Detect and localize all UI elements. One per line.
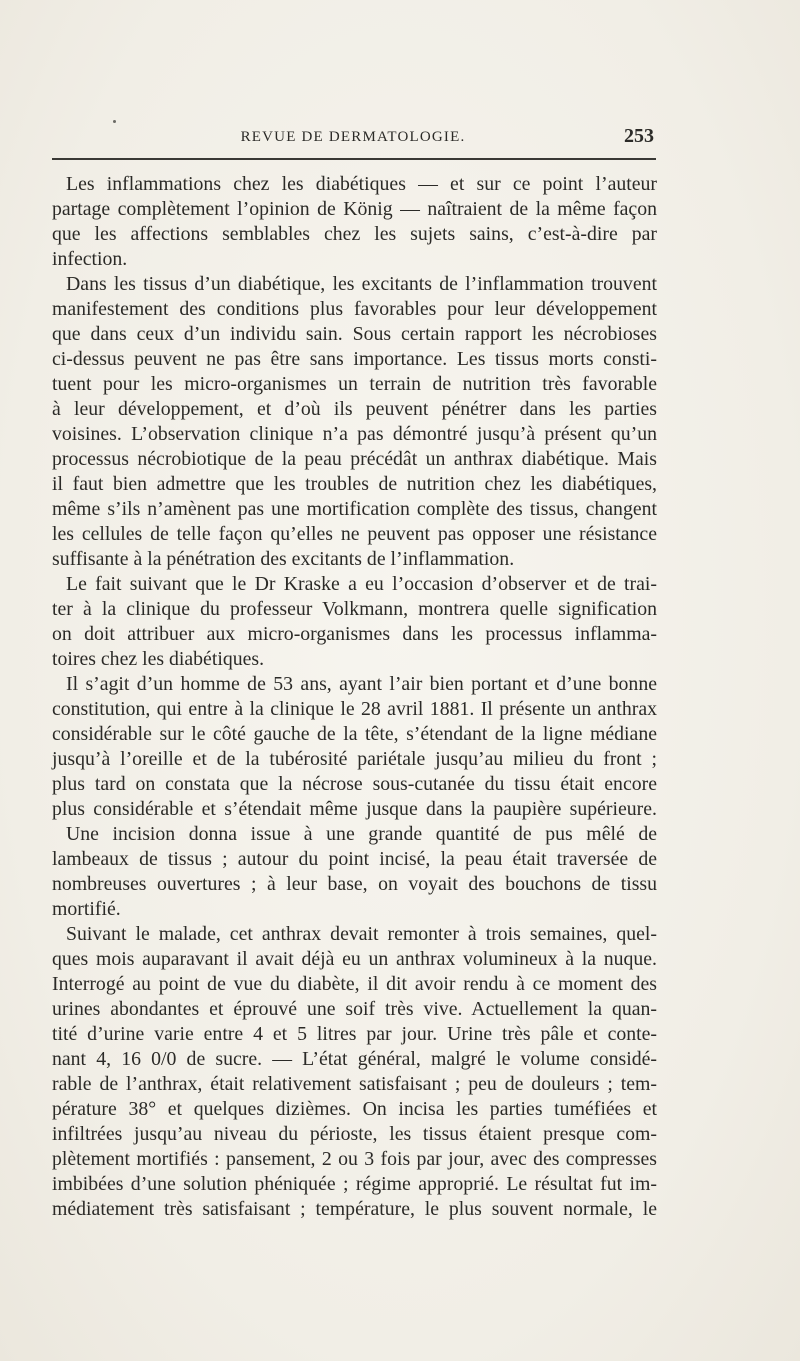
text-line: considérable sur le côté gauche de la tête, s’étendant de la ligne médiane: [52, 723, 657, 745]
page-number: 253: [624, 125, 654, 147]
text-line: voisines. L’observation clinique n’a pas démontré jusqu’à présent qu’un: [52, 423, 657, 445]
text-line: lambeaux de tissus ; autour du point incisé, la peau était traversée de: [52, 848, 657, 870]
text-line: que les affections semblables chez les sujets sains, c’est-à-dire par: [52, 223, 657, 245]
text-line: urines abondantes et éprouvé une soif très vive. Actuellement la quan-: [52, 998, 657, 1020]
text-line: les cellules de telle façon qu’elles ne peuvent pas opposer une résistance: [52, 523, 657, 545]
text-line: nant 4, 16 0/0 de sucre. — L’état général, malgré le volume considé-: [52, 1048, 657, 1070]
text-line: toires chez les diabétiques.: [52, 648, 265, 670]
text-line: médiatement très satisfaisant ; température, le plus souvent normale, le: [52, 1198, 657, 1220]
text-line: Les inflammations chez les diabétiques — et sur ce point l’auteur: [66, 173, 657, 195]
text-line: infiltrées jusqu’au niveau du périoste, les tissus étaient presque com-: [52, 1123, 657, 1145]
text-line: Le fait suivant que le Dr Kraske a eu l’occasion d’observer et de trai-: [66, 573, 657, 595]
text-line: ci-dessus peuvent ne pas être sans importance. Les tissus morts consti-: [52, 348, 657, 370]
text-line: Il s’agit d’un homme de 53 ans, ayant l’air bien portant et d’une bonne: [66, 673, 657, 695]
text-line: plus considérable et s’étendait même jusque dans la paupière supérieure.: [52, 798, 657, 820]
text-line: ques mois auparavant il avait déjà eu un anthrax volumineux à la nuque.: [52, 948, 657, 970]
text-line: jusqu’à l’oreille et de la tubérosité pariétale jusqu’au milieu du front ;: [52, 748, 657, 770]
text-line: manifestement des conditions plus favorables pour leur développement: [52, 298, 657, 320]
text-line: pérature 38° et quelques dizièmes. On incisa les parties tuméfiées et: [52, 1098, 657, 1120]
text-line: même s’ils n’amènent pas une mortification complète des tissus, changent: [52, 498, 657, 520]
text-line: que dans ceux d’un individu sain. Sous certain rapport les nécrobioses: [52, 323, 657, 345]
text-line: Dans les tissus d’un diabétique, les excitants de l’inflammation trouvent: [66, 273, 657, 295]
text-line: Interrogé au point de vue du diabète, il dit avoir rendu à ce moment des: [52, 973, 657, 995]
text-line: il faut bien admettre que les troubles de nutrition chez les diabétiques,: [52, 473, 657, 495]
page-speck: [113, 120, 116, 123]
header-rule: [52, 158, 656, 160]
text-line: processus nécrobiotique de la peau précédât un anthrax diabétique. Mais: [52, 448, 657, 470]
text-line: Une incision donna issue à une grande quantité de pus mêlé de: [66, 823, 657, 845]
text-line: plus tard on constata que la nécrose sous-cutanée du tissu était encore: [52, 773, 657, 795]
page-header: [52, 125, 654, 149]
text-line: mortifié.: [52, 898, 121, 920]
text-line: constitution, qui entre à la clinique le 28 avril 1881. Il présente un anthrax: [52, 698, 657, 720]
text-line: tité d’urine varie entre 4 et 5 litres par jour. Urine très pâle et conte-: [52, 1023, 657, 1045]
text-line: Suivant le malade, cet anthrax devait remonter à trois semaines, quel-: [66, 923, 657, 945]
text-line: plètement mortifiés : pansement, 2 ou 3 fois par jour, avec des compresses: [52, 1148, 657, 1170]
text-line: rable de l’anthrax, était relativement satisfaisant ; peu de douleurs ; tem-: [52, 1073, 657, 1095]
text-line: suffisante à la pénétration des excitants de l’inflammation.: [52, 548, 515, 570]
text-line: ter à la clinique du professeur Volkmann, montrera quelle signification: [52, 598, 657, 620]
text-line: imbibées d’une solution phéniquée ; régime approprié. Le résultat fut im-: [52, 1173, 657, 1195]
text-line: tuent pour les micro-organismes un terrain de nutrition très favorable: [52, 373, 657, 395]
text-line: à leur développement, et d’où ils peuvent pénétrer dans les parties: [52, 398, 657, 420]
body-text: [52, 172, 657, 1222]
text-line: on doit attribuer aux micro-organismes dans les processus inflamma-: [52, 623, 657, 645]
text-line: nombreuses ouvertures ; à leur base, on voyait des bouchons de tissu: [52, 873, 657, 895]
text-line: infection.: [52, 248, 128, 270]
running-title: REVUE DE DERMATOLOGIE.: [240, 129, 466, 145]
text-line: partage complètement l’opinion de König — naîtraient de la même façon: [52, 198, 657, 220]
